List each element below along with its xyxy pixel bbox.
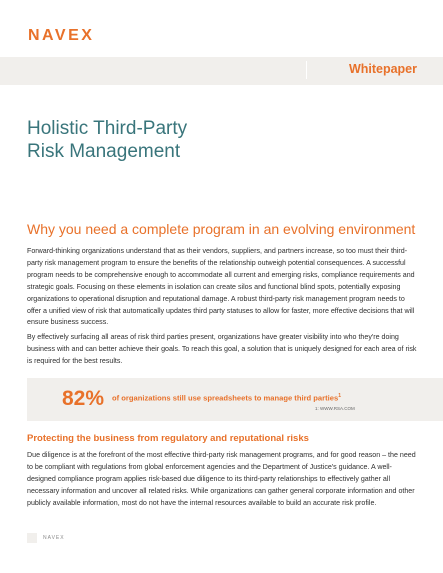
- statistic-description: of organizations still use spreadsheets to manage third parties: [112, 393, 339, 403]
- footnote-mark: 1: [338, 393, 341, 399]
- document-title-line-2: Risk Management: [27, 141, 181, 162]
- document-title: [27, 117, 327, 163]
- document-title-line-1: Holistic Third-Party: [27, 118, 188, 139]
- header-band-divider: [306, 61, 307, 79]
- statistic-callout: [27, 378, 443, 421]
- footer-page-marker: [27, 533, 37, 543]
- navex-logo: NAVEX: [28, 27, 95, 44]
- due-diligence-paragraph: Due diligence is at the forefront of the most effective third-party risk management programs, and for good reason – the need to be compliant with regulations from global enforcement agencies and the Department of Justice's guidance. A well-designed compliance program applies risk-based due diligence to its third-party relationships to effectively gather all necessary information and uncover all related risks. While organizations can gather general corporate information and other publicly available information, most do not have the internal resources available to build an accurate risk profile.: [27, 451, 416, 507]
- section-heading-regulatory: Protecting the business from regulatory and reputational risks: [27, 433, 309, 444]
- statistic-text: [112, 393, 341, 403]
- intro-paragraph: Forward-thinking organizations understand that as their vendors, suppliers, and partners increase, so too must their third-party risk management program to ensure the benefits of the relationship outweigh potential consequences. A successful program needs to be comprehensive enough to accommodate all current and emerging risks, compliance requirements and strategic goals. Focusing on these elements in isolation can create silos and functional blind spots, potentially exposing organizations to operational disruption and reputational damage. A robust third-party risk management program needs to offer a unified view of risk that automatically updates third party statuses to allow for faster, more effective decisions that will ensure business success.: [27, 247, 415, 327]
- section-heading-program: Why you need a complete program in an evolving environment: [27, 221, 416, 237]
- statistic-value: 82%: [62, 387, 105, 410]
- document-type-label: Whitepaper: [348, 62, 417, 76]
- footer-logo: NAVEX: [43, 535, 65, 541]
- statistic-source: 1: WWW.RSA.COM: [315, 406, 355, 411]
- visibility-paragraph: By effectively surfacing all areas of risk third parties present, organizations have greater visibility into who they're doing business with and can better achieve their goals. To reach this goal, a solution that is uniquely designed for each area of risk is required for the best results.: [27, 333, 417, 365]
